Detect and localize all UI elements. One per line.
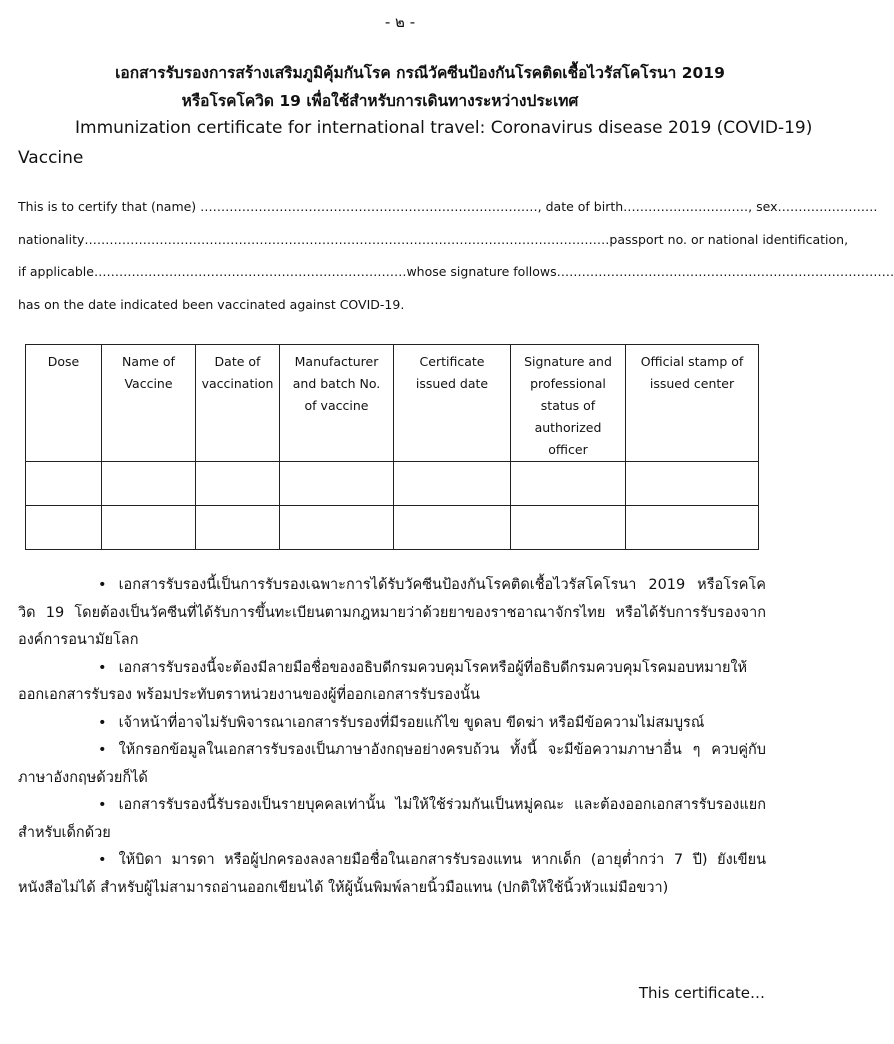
table-cell <box>280 506 394 550</box>
certify-line-signature: if applicable…………………………………………………………………whose signature follows……………………………………………………………………… <box>18 264 894 279</box>
list-item: • เอกสารรับรองนี้เป็นการรับรองเฉพาะการได้รับวัคซีนป้องกันโรคติดเชื้อไวรัสโคโรนา 2019 หรือโรคโควิด 19 โดยต้องเป็นวัคซีนที่ได้รับการขึ้นทะเบียนตามกฎหมายว่าด้วยยาของราชอาณาจักรไทย หรือได้รับการรับรองจากองค์การอนามัยโลก <box>18 577 766 648</box>
notes-list <box>18 572 766 902</box>
certify-line-name: This is to certify that (name) ………………………………………………………………………, date of birth…………………………, sex…………………… <box>18 199 878 214</box>
header-certificate-issued-date: Certificate issued date <box>394 345 511 462</box>
list-item: • ให้บิดา มารดา หรือผู้ปกครองลงลายมือชื่อในเอกสารรับรองแทน หากเด็ก (อายุต่ำกว่า 7 ปี) ยังเขียนหนังสือไม่ได้ สำหรับผู้ไม่สามารถอ่านออกเขียนได้ ให้ผู้นั้นพิมพ์ลายนิ้วมือแทน (ปกติให้ใช้นิ้วหัวแม่มือขวา) <box>18 852 766 896</box>
title-thai-line-1: เอกสารรับรองการสร้างเสริมภูมิคุ้มกันโรค กรณีวัคซีนป้องกันโรคติดเชื้อไวรัสโคโรนา 2019 <box>115 64 725 82</box>
table-cell <box>26 506 102 550</box>
header-dose: Dose <box>26 345 102 462</box>
bullet-icon: • <box>98 714 107 731</box>
table-cell <box>102 462 196 506</box>
list-item: • เอกสารรับรองนี้รับรองเป็นรายบุคคลเท่านั้น ไม่ให้ใช้ร่วมกันเป็นหมู่คณะ และต้องออกเอกสารรับรองแยกสำหรับเด็กด้วย <box>18 797 766 841</box>
list-item: • เอกสารรับรองนี้จะต้องมีลายมือชื่อของอธิบดีกรมควบคุมโรคหรือผู้ที่อธิบดีกรมควบคุมโรคมอบหมายให้ออกเอกสารรับรอง พร้อมประทับตราหน่วยงานของผู้ที่ออกเอกสารรับรองนั้น <box>18 659 748 703</box>
bullet-icon: • <box>98 742 107 758</box>
table-cell <box>102 506 196 550</box>
table-cell <box>511 506 626 550</box>
header-manufacturer-batch: Manufacturer and batch No. of vaccine <box>280 345 394 462</box>
certify-line-vaccinated: has on the date indicated been vaccinated against COVID-19. <box>18 297 405 312</box>
header-vaccination-date: Date of vaccination <box>196 345 280 462</box>
table-cell <box>280 462 394 506</box>
table-cell <box>626 506 759 550</box>
bullet-icon: • <box>98 797 107 813</box>
list-item: • ให้กรอกข้อมูลในเอกสารรับรองเป็นภาษาอังกฤษอย่างครบถ้วน ทั้งนี้ จะมีข้อความภาษาอื่น ๆ ควบคู่กับภาษาอังกฤษด้วยก็ได้ <box>18 742 766 786</box>
table-cell <box>626 462 759 506</box>
title-thai-line-2: หรือโรคโควิด 19 เพื่อใช้สำหรับการเดินทางระหว่างประเทศ <box>181 92 579 110</box>
list-item: • เจ้าหน้าที่อาจไม่รับพิจารณาเอกสารรับรองที่มีรอยแก้ไข ขูดลบ ขีดฆ่า หรือมีข้อความไม่สมบูรณ์ <box>98 714 705 731</box>
certify-line-nationality: nationality………………………………………………………………………………………………………………passport no. or national identification, <box>18 232 849 247</box>
header-official-stamp: Official stamp of issued center <box>626 345 759 462</box>
table-cell <box>394 462 511 506</box>
bullet-icon: • <box>98 577 107 593</box>
vaccination-table <box>25 344 759 550</box>
table-cell <box>394 506 511 550</box>
page-number: - ๒ - <box>384 13 416 31</box>
table-cell <box>511 462 626 506</box>
table-cell <box>196 462 280 506</box>
header-signature-officer: Signature and professional status of authorized officer <box>511 345 626 462</box>
table-header-row <box>26 345 759 462</box>
table-row <box>26 506 759 550</box>
header-vaccine-name: Name of Vaccine <box>102 345 196 462</box>
bullet-icon: • <box>98 659 107 676</box>
title-english-line-2: Vaccine <box>18 148 84 168</box>
title-english-line-1: Immunization certificate for international travel: Coronavirus disease 2019 (COVID-19) <box>75 118 813 138</box>
table-row <box>26 462 759 506</box>
continuation-note: This certificate… <box>638 984 765 1002</box>
table-cell <box>26 462 102 506</box>
bullet-icon: • <box>98 852 107 868</box>
table-cell <box>196 506 280 550</box>
